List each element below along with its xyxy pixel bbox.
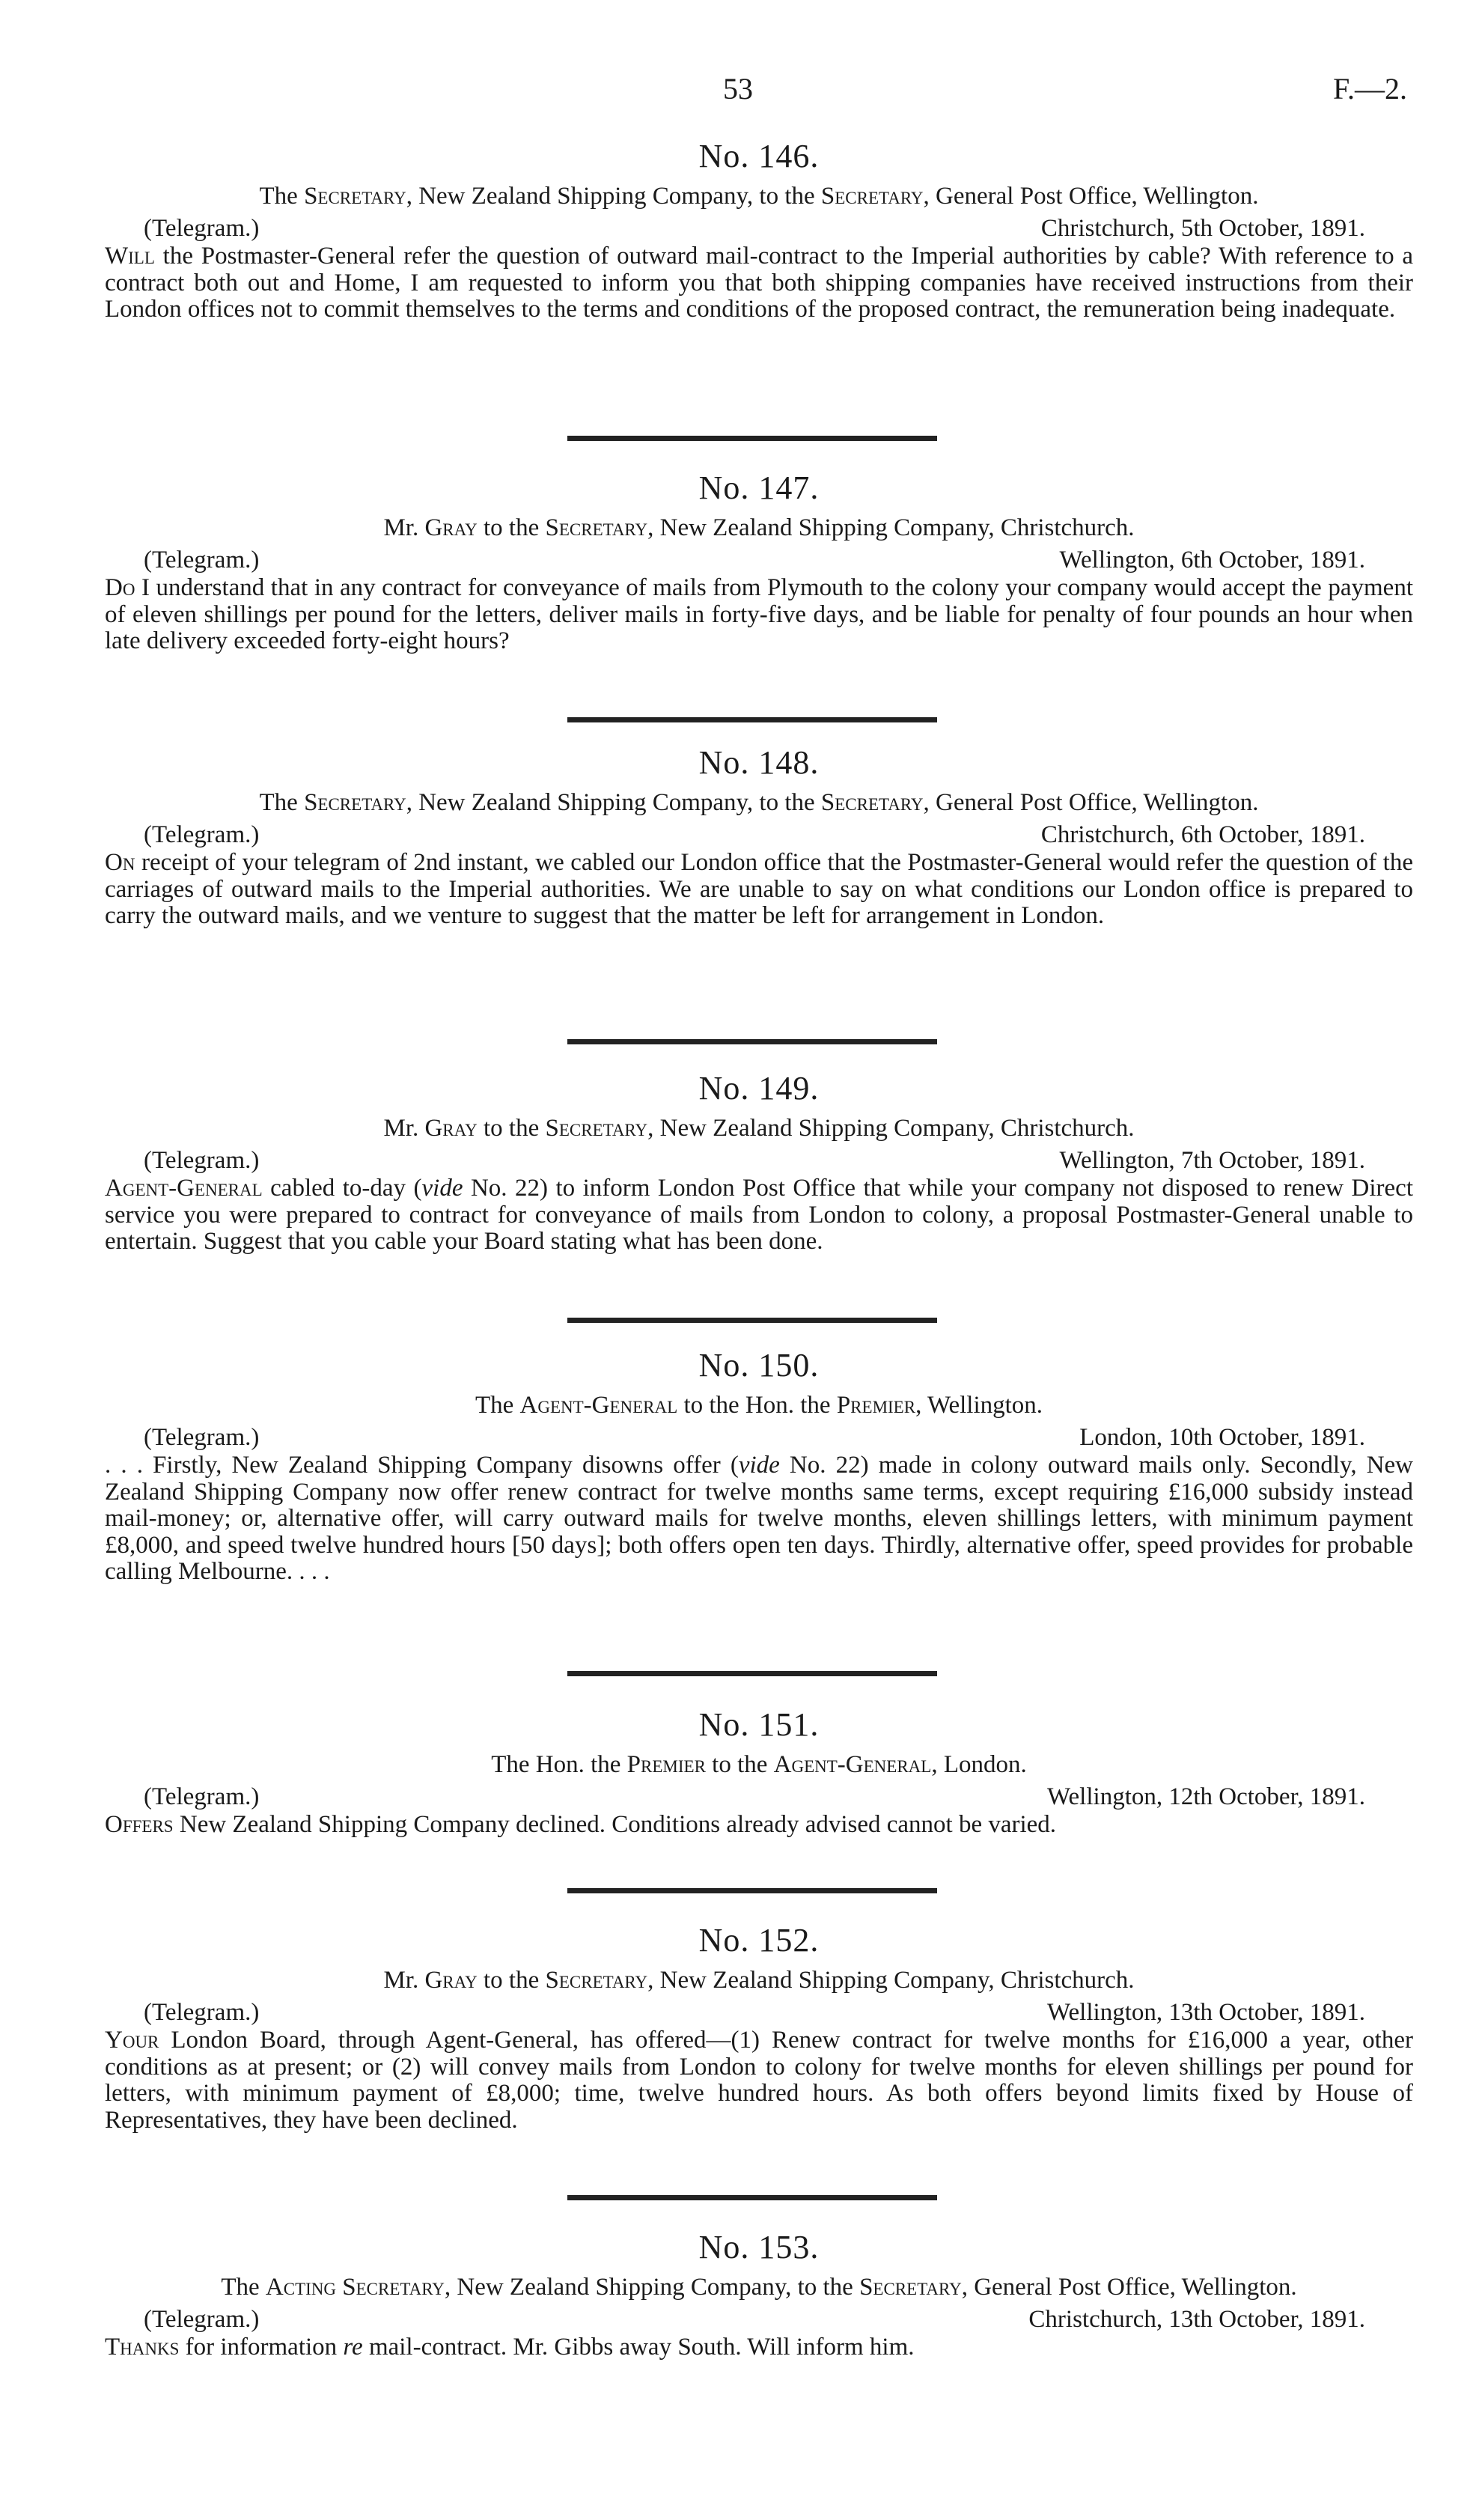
telegram-line xyxy=(105,1145,1413,1175)
letter-147 xyxy=(105,470,1413,655)
letter-146 xyxy=(105,139,1413,323)
letter-body: Agent-General cabled to-day (vide No. 22) to inform London Post Office that while your company not disposed to renew Direct service you were prepared to contract for conveyance of mails from London to colony, a proposal Postmaster-General unable to entertain. Suggest that you cable your Board stating what has been done. xyxy=(105,1175,1413,1255)
telegram-line xyxy=(105,213,1413,243)
section-divider xyxy=(567,2195,937,2200)
telegram-label: (Telegram.) xyxy=(144,821,260,848)
letter-subject: The Acting Secretary, New Zealand Shipping Company, to the Secretary, General Post Office, Wellington. xyxy=(221,2274,1297,2301)
telegram-line xyxy=(105,1422,1413,1452)
letter-body: Will the Postmaster-General refer the question of outward mail-contract to the Imperial authorities by cable? With reference to a contract both out and Home, I am requested to inform you that both shipping companies have received instructions from their London offices not to commit themselves to the terms and conditions of the proposed contract, the remuneration being inadequate. xyxy=(105,243,1413,323)
telegram-line xyxy=(105,1782,1413,1812)
telegram-line xyxy=(105,2304,1413,2334)
place-date: London, 10th October, 1891. xyxy=(1079,1424,1365,1451)
letter-number: No. 149. xyxy=(698,1070,820,1107)
letter-151 xyxy=(105,1707,1413,1839)
page-number: 53 xyxy=(723,72,753,106)
letter-subject: The Agent-General to the Hon. the Premier, Wellington. xyxy=(475,1392,1043,1419)
telegram-label: (Telegram.) xyxy=(144,1147,260,1174)
letter-subject: The Hon. the Premier to the Agent-General, London. xyxy=(491,1751,1027,1778)
telegram-label: (Telegram.) xyxy=(144,2306,260,2333)
section-divider xyxy=(567,1888,937,1893)
telegram-line xyxy=(105,545,1413,575)
section-divider xyxy=(567,1039,937,1044)
letter-body: Your London Board, through Agent-General, has offered—(1) Renew contract for twelve months for £16,000 a year, other conditions as at present; or (2) will convey mails from London to colony for twelve months for eleven shillings per pound for letters, with minimum payment of £8,000; time, twelve hundred hours. As both offers beyond limits fixed by House of Representatives, they have been declined. xyxy=(105,2027,1413,2134)
place-date: Wellington, 12th October, 1891. xyxy=(1047,1783,1365,1810)
letter-148 xyxy=(105,745,1413,930)
telegram-label: (Telegram.) xyxy=(144,1999,260,2026)
letter-body: . . . Firstly, New Zealand Shipping Company disowns offer (vide No. 22) made in colony outward mails only. Secondly, New Zealand Shipping Company now offer renew contract for twelve months same terms, except requiring £16,000 subsidy instead mail-money; or, alternative offer, will carry outward mails for twelve months, eleven shillings letters, with minimum payment £8,000, and speed twelve hundred hours [50 days]; both offers open ten days. Thirdly, alternative offer, speed provides for probable calling Melbourne. . . . xyxy=(105,1452,1413,1585)
place-date: Wellington, 6th October, 1891. xyxy=(1059,547,1365,573)
telegram-label: (Telegram.) xyxy=(144,1424,260,1451)
section-divider xyxy=(567,717,937,722)
place-date: Wellington, 7th October, 1891. xyxy=(1059,1147,1365,1174)
letter-subject: The Secretary, New Zealand Shipping Company, to the Secretary, General Post Office, Wellington. xyxy=(259,789,1259,816)
letter-150 xyxy=(105,1348,1413,1586)
place-date: Christchurch, 13th October, 1891. xyxy=(1028,2306,1365,2333)
letter-number: No. 151. xyxy=(698,1706,820,1743)
place-date: Wellington, 13th October, 1891. xyxy=(1047,1999,1365,2026)
letter-number: No. 152. xyxy=(698,1922,820,1959)
letter-body: Thanks for information re mail-contract. Mr. Gibbs away South. Will inform him. xyxy=(105,2334,915,2361)
section-divider xyxy=(567,1671,937,1676)
letter-153 xyxy=(105,2230,1413,2361)
letter-number: No. 153. xyxy=(698,2229,820,2265)
letter-number: No. 150. xyxy=(698,1347,820,1384)
letter-subject: Mr. Gray to the Secretary, New Zealand Shipping Company, Christchurch. xyxy=(383,514,1135,541)
telegram-line xyxy=(105,1997,1413,2027)
place-date: Christchurch, 6th October, 1891. xyxy=(1040,821,1365,848)
letter-149 xyxy=(105,1071,1413,1256)
telegram-line xyxy=(105,820,1413,850)
letter-body: Offers New Zealand Shipping Company declined. Conditions already advised cannot be varied. xyxy=(105,1811,1057,1838)
telegram-label: (Telegram.) xyxy=(144,215,260,242)
section-divider xyxy=(567,1318,937,1323)
letter-body: On receipt of your telegram of 2nd instant, we cabled our London office that the Postmaster-General would refer the question of the carriages of outward mails to the Imperial authorities. We are unable to say on what conditions our London office is prepared to carry the outward mails, and we venture to suggest that the matter be left for arrangement in London. xyxy=(105,849,1413,929)
letter-number: No. 147. xyxy=(698,469,820,506)
letter-152 xyxy=(105,1923,1413,2134)
letter-subject: The Secretary, New Zealand Shipping Company, to the Secretary, General Post Office, Wellington. xyxy=(259,183,1259,210)
telegram-label: (Telegram.) xyxy=(144,547,260,573)
page-header xyxy=(0,71,1476,116)
section-divider xyxy=(567,436,937,441)
letter-subject: Mr. Gray to the Secretary, New Zealand Shipping Company, Christchurch. xyxy=(383,1115,1135,1142)
place-date: Christchurch, 5th October, 1891. xyxy=(1040,215,1365,242)
letter-body: Do I understand that in any contract for conveyance of mails from Plymouth to the colony your company would accept the payment of eleven shillings per pound for the letters, deliver mails in forty-five days, and be liable for penalty of four pounds an hour when late delivery exceeded forty-eight hours? xyxy=(105,574,1413,654)
document-reference: F.—2. xyxy=(1332,72,1407,106)
letter-number: No. 146. xyxy=(698,138,820,174)
letter-subject: Mr. Gray to the Secretary, New Zealand Shipping Company, Christchurch. xyxy=(383,1967,1135,1994)
telegram-label: (Telegram.) xyxy=(144,1783,260,1810)
letter-number: No. 148. xyxy=(698,744,820,781)
